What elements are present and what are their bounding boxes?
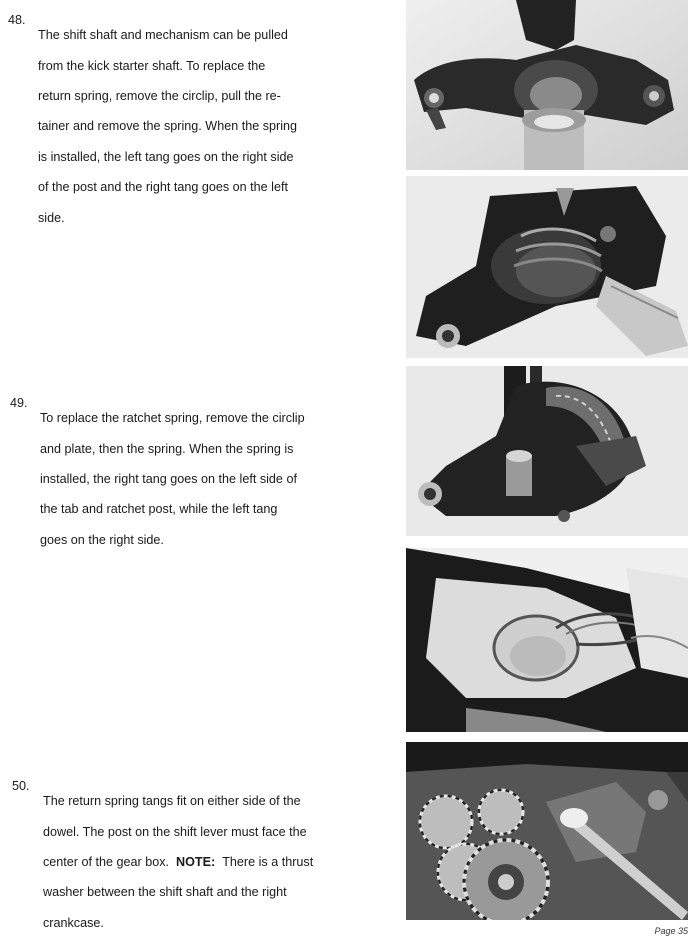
return-spring-installed-photo [406, 176, 688, 358]
step-line: and plate, then the spring. When the spring is [40, 441, 294, 456]
ratchet-spring-plate-photo [406, 366, 688, 536]
step-line: return spring, remove the circlip, pull the re- [38, 89, 281, 104]
step-line: crankcase. [43, 915, 104, 930]
step-text [40, 396, 330, 563]
step-line: is installed, the left tang goes on the right side [38, 149, 294, 164]
step-line: To replace the ratchet spring, remove the circlip [40, 411, 305, 426]
step-line: The shift shaft and mechanism can be pulled [38, 28, 288, 43]
step-number: 48. [8, 13, 26, 27]
step-line: dowel. The post on the shift lever must face the [43, 824, 307, 839]
step-line-with-note [43, 855, 342, 870]
step-line: side. [38, 210, 65, 225]
step-line: goes on the right side. [40, 532, 164, 547]
step-line: The return spring tangs fit on either side of the [43, 794, 301, 809]
step-text [38, 13, 318, 241]
gearbox-shift-shaft-photo [406, 742, 688, 920]
ratchet-spring-tangs-photo [406, 548, 688, 732]
step-text [43, 779, 342, 946]
page-number: Page 35 [654, 926, 688, 936]
note-text: There is a thrust [222, 855, 314, 870]
step-48 [8, 13, 318, 241]
note-label: NOTE: [176, 855, 216, 870]
step-line: center of the gear box. [43, 855, 170, 870]
step-number: 50. [12, 779, 30, 793]
step-50 [12, 779, 342, 946]
step-line: tainer and remove the spring. When the spring [38, 119, 298, 134]
shift-shaft-mechanism-photo [406, 0, 688, 170]
step-number: 49. [10, 396, 28, 410]
step-line: of the post and the right tang goes on the left [38, 180, 288, 195]
step-line: the tab and ratchet post, while the left tang [40, 502, 278, 517]
step-49 [10, 396, 330, 563]
step-line: installed, the right tang goes on the left side of [40, 472, 297, 487]
step-line: from the kick starter shaft. To replace the [38, 58, 266, 73]
step-line: washer between the shift shaft and the right [43, 885, 287, 900]
